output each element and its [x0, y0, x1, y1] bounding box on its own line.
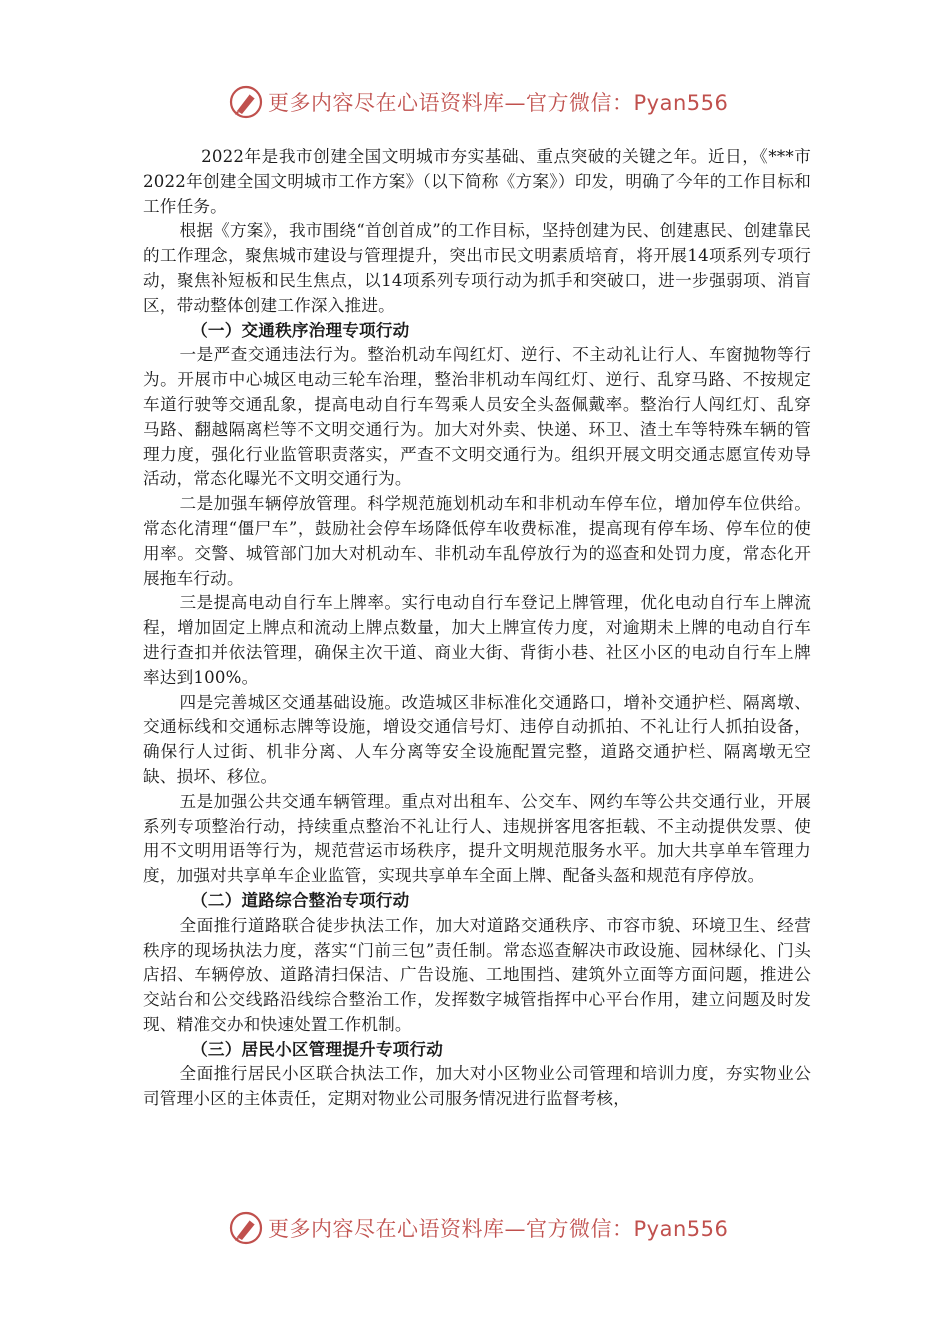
footer-banner — [228, 1208, 748, 1248]
banner-text: 更多内容尽在心语资料库—官方微信：Pyan556 — [268, 91, 729, 115]
paragraph-infrastructure: 四是完善城区交通基础设施。改造城区非标准化交通路口，增补交通护栏、隔离墩、交通标线和交通标志牌等设施，增设交通信号灯、违停自动抓拍、不礼让行人抓拍设备，确保行人过街、机非分离、人车分离等安全设施配置完整，道路交通护栏、隔离墩无空缺、损坏、移位。 — [143, 692, 811, 786]
paragraph-road-rectification: 全面推行道路联合徒步执法工作，加大对道路交通秩序、市容市貌、环境卫生、经营秩序的现场执法力度，落实“门前三包”责任制。常态巡查解决市政设施、园林绿化、门头店招、车辆停放、道路清扫保洁、广告设施、工地围挡、建筑外立面等方面问题，推进公交站台和公交线路沿线综合整治工作，发挥数字城管指挥中心平台作用，建立问题及时发现、精准交办和快速处置工作机制。 — [143, 915, 811, 1034]
banner-text: 更多内容尽在心语资料库—官方微信：Pyan556 — [268, 1217, 729, 1241]
header-banner — [228, 82, 748, 122]
paragraph-residential: 全面推行居民小区联合执法工作，加大对小区物业公司管理和培训力度，夯实物业公司管理小区的主体责任，定期对物业公司服务情况进行监督考核， — [143, 1064, 811, 1109]
paragraph-public-transport: 五是加强公共交通车辆管理。重点对出租车、公交车、网约车等公共交通行业，开展系列专项整治行动，持续重点整治不礼让行人、违规拼客甩客拒载、不主动提供发票、使用不文明用语等行为，规范营运市场秩序，提升文明规范服务水平。加大共享单车管理力度，加强对共享单车企业监管，实现共享单车全面上牌、配备头盔和规范有序停放。 — [143, 791, 811, 886]
intro-paragraph-1: 2022年是我市创建全国文明城市夯实基础、重点突破的关键之年。近日，《***市2022年创建全国文明城市工作方案》（以下简称《方案》）印发，明确了今年的工作目标和工作任务。 — [143, 147, 811, 216]
paragraph-ebike-plates: 三是提高电动自行车上牌率。实行电动自行车登记上牌管理，优化电动自行车上牌流程，增加固定上牌点和流动上牌点数量，加大上牌宣传力度，对逾期未上牌的电动自行车进行查扣并依法管理，确保主次干道、商业大街、背街小巷、社区小区的电动自行车上牌率达到100%。 — [143, 593, 811, 687]
document-body — [143, 145, 811, 1112]
pen-nib-logo-icon — [228, 84, 264, 120]
section-heading-1: （一）交通秩序治理专项行动 — [191, 320, 410, 340]
intro-paragraph-2: 根据《方案》，我市围绕“首创首成”的工作目标，坚持创建为民、创建惠民、创建靠民的工作理念，聚焦城市建设与管理提升，突出市民文明素质培育，将开展14项系列专项行动，聚焦补短板和民生焦点，以14项系列专项行动为抓手和突破口，进一步强弱项、消盲区，带动整体创建工作深入推进。 — [143, 221, 811, 315]
paragraph-parking: 二是加强车辆停放管理。科学规范施划机动车和非机动车停车位，增加停车位供给。常态化清理“僵尸车”，鼓励社会停车场降低停车收费标准，提高现有停车场、停车位的使用率。交警、城管部门加大对机动车、非机动车乱停放行为的巡查和处罚力度，常态化开展拖车行动。 — [143, 494, 811, 588]
section-heading-3: （三）居民小区管理提升专项行动 — [191, 1039, 444, 1059]
paragraph-traffic-violations: 一是严查交通违法行为。整治机动车闯红灯、逆行、不主动礼让行人、车窗抛物等行为。开展市中心城区电动三轮车治理，整治非机动车闯红灯、逆行、乱穿马路、不按规定车道行驶等交通乱象，提高电动自行车驾乘人员安全头盔佩戴率。整治行人闯红灯、乱穿马路、翻越隔离栏等不文明交通行为。加大对外卖、快递、环卫、渣土车等特殊车辆的管理力度，强化行业监管职责落实，严查不文明交通行为。组织开展文明交通志愿宣传劝导活动，常态化曝光不文明交通行为。 — [143, 345, 811, 489]
pen-nib-logo-icon — [228, 1210, 264, 1246]
section-heading-2: （二）道路综合整治专项行动 — [191, 890, 410, 910]
